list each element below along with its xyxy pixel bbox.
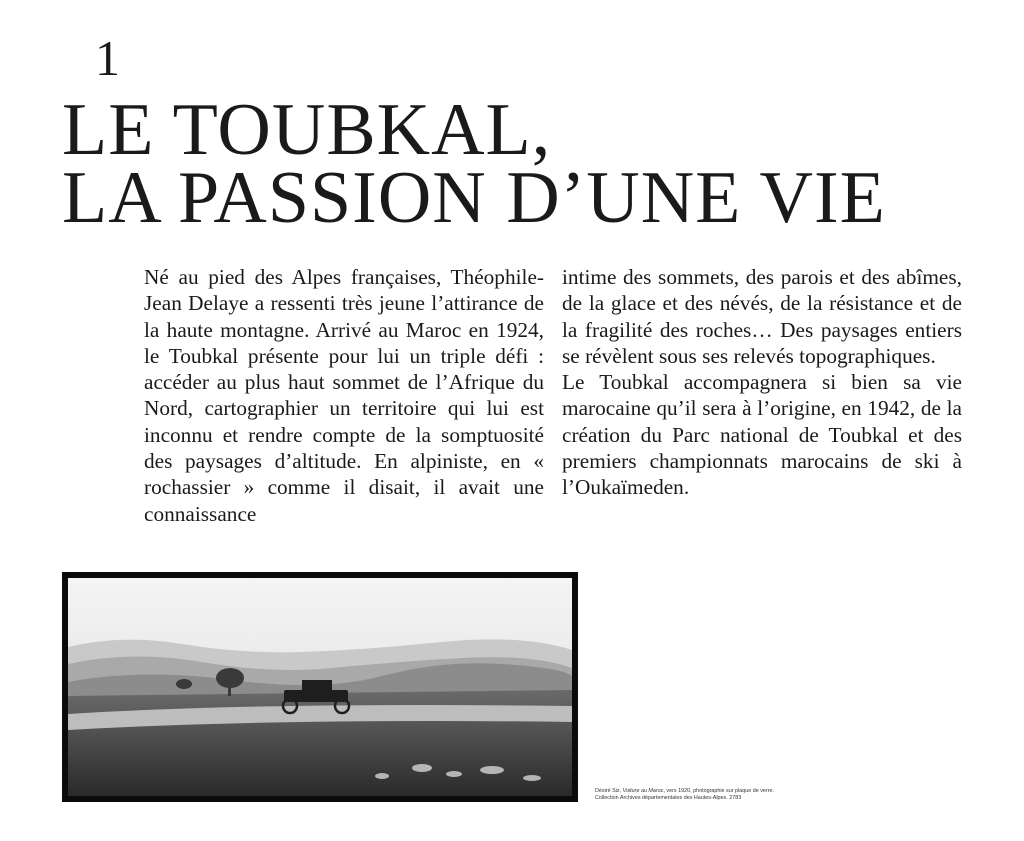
body-paragraph: Le Toubkal accompagnera si bien sa vie marocaine qu’il sera à l’origine, en 1942, de la création du Parc national de Toubkal et des premiers championnats marocains de ski à l’Oukaïmeden. xyxy=(562,370,962,500)
title-line-1: LE TOUBKAL, xyxy=(62,89,552,171)
title-line-2: LA PASSION D’UNE VIE xyxy=(62,157,886,239)
caption-credit: Collection Archives départementales des Hautes-Alpes. 2783 xyxy=(595,795,742,801)
page-title xyxy=(62,89,886,239)
body-paragraph: intime des sommets, des parois et des abîmes, de la glace et des névés, de la résistance et de la fragilité des roches… Des paysages entiers se révèlent sous ses relevés topographiques. xyxy=(562,265,962,368)
text-column-1 xyxy=(144,264,544,527)
caption-line-1: Désiré Siz, Voiture au Maroc, vers 1920, photographie sur plaque de verre. xyxy=(595,788,775,794)
section-number: 1 xyxy=(95,30,120,86)
landscape-car-image xyxy=(62,572,578,802)
historic-photo xyxy=(62,572,578,802)
body-paragraph: Né au pied des Alpes françaises, Théophile-Jean Delaye a ressenti très jeune l’attirance de la haute montagne. Arrivé au Maroc en 1924, le Toubkal présente pour lui un triple défi : accéder au plus haut sommet de l’Afrique du Nord, cartographier un territoire qui lui est inconnu et rendre compte de la somptuosité des paysages d’altitude. En alpiniste, en « rochassier » comme il disait, il avait une connaissance xyxy=(144,265,544,526)
text-column-2 xyxy=(562,264,962,501)
photo-caption xyxy=(595,788,855,802)
